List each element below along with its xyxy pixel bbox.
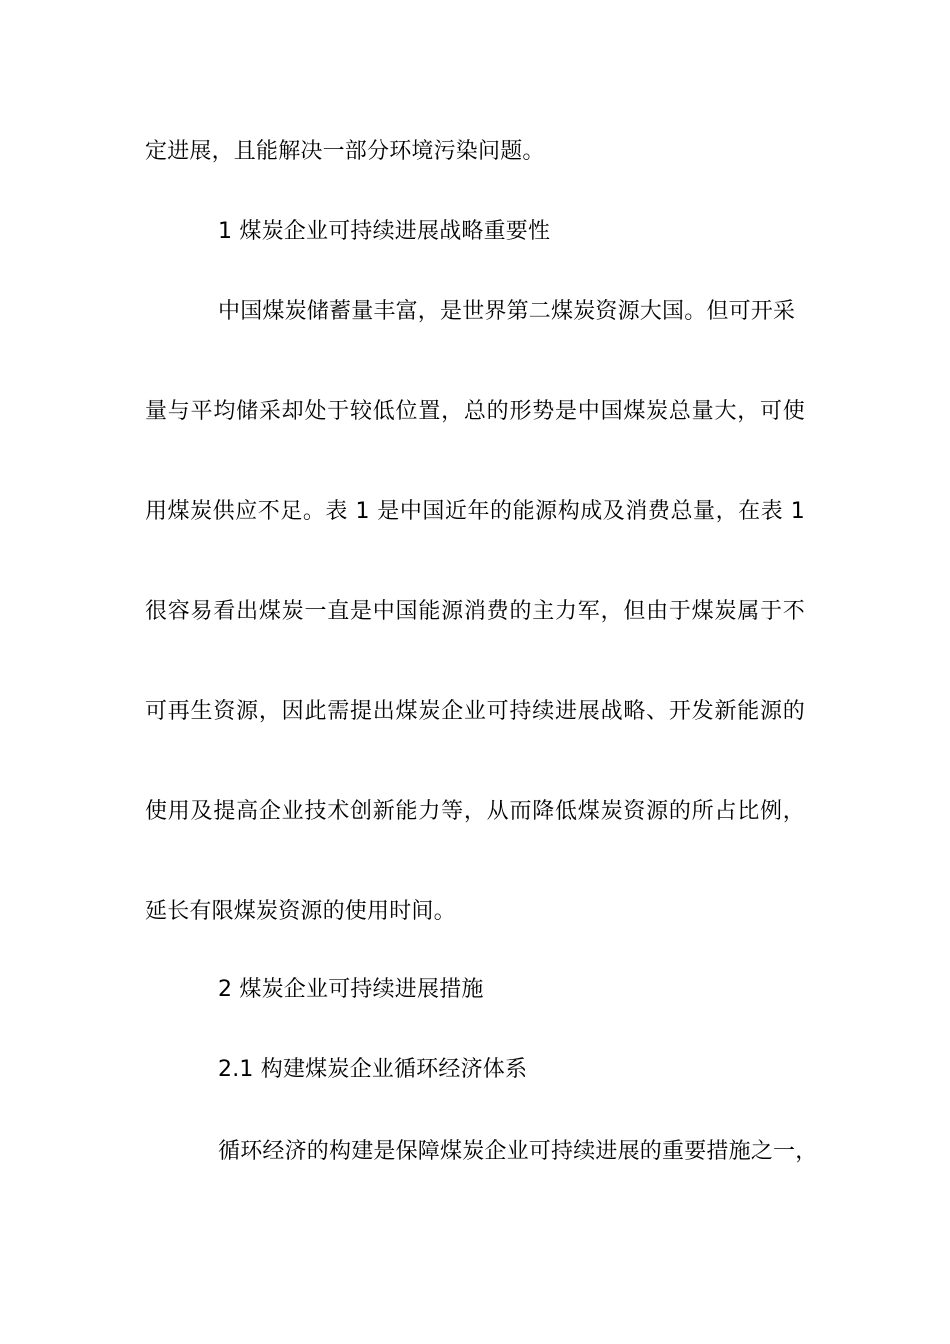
section-heading: 2 煤炭企业可持续进展措施 [218, 977, 484, 1002]
section-heading: 1 煤炭企业可持续进展战略重要性 [218, 219, 551, 244]
paragraph-line: 使用及提高企业技术创新能力等，从而降低煤炭资源的所占比例， [145, 799, 805, 824]
paragraph-line: 很容易看出煤炭一直是中国能源消费的主力军，但由于煤炭属于不 [145, 599, 805, 624]
paragraph-line: 中国煤炭储蓄量丰富，是世界第二煤炭资源大国。但可开采 [218, 299, 796, 324]
paragraph-line: 用煤炭供应不足。表 1 是中国近年的能源构成及消费总量，在表 1 [145, 499, 805, 524]
paragraph-line: 可再生资源，因此需提出煤炭企业可持续进展战略、开发新能源的 [145, 699, 805, 724]
paragraph-line: 循环经济的构建是保障煤炭企业可持续进展的重要措施之一， [218, 1139, 818, 1164]
subsection-heading: 2.1 构建煤炭企业循环经济体系 [218, 1057, 528, 1082]
paragraph-line: 定进展，且能解决一部分环境污染问题。 [145, 139, 545, 164]
paragraph-line: 量与平均储采却处于较低位置，总的形势是中国煤炭总量大，可使 [145, 399, 805, 424]
paragraph-line: 延长有限煤炭资源的使用时间。 [145, 899, 456, 924]
